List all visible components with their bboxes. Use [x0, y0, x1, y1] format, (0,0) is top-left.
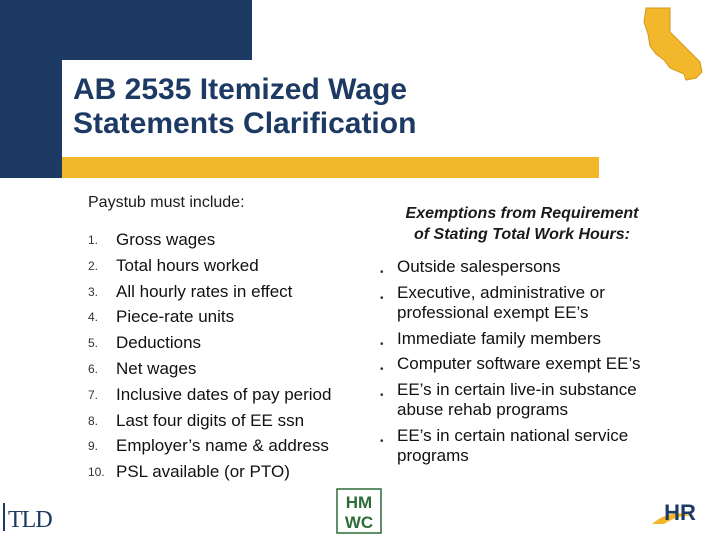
list-item-number: 9. [88, 439, 99, 454]
list-item [88, 330, 388, 356]
list-item-text: Deductions [116, 333, 202, 353]
list-item [88, 253, 388, 279]
list-item-text: EE’s in certain national service programs [397, 425, 629, 465]
list-item-text: Outside salespersons [397, 257, 561, 276]
exemptions-list [380, 257, 680, 472]
list-item [380, 380, 680, 421]
list-item [380, 257, 680, 278]
paystub-list [88, 227, 388, 485]
bullet-icon: • [380, 267, 384, 278]
header-navy-band [0, 60, 62, 178]
list-item [380, 283, 680, 324]
paystub-requirements [88, 193, 388, 485]
tld-logo-text: TLD [8, 507, 52, 533]
list-item-text: Employer’s name & address [116, 436, 329, 456]
list-item-text: Executive, administrative or professional exempt EE’s [397, 282, 605, 322]
exemptions-heading-line-1: Exemptions from Requirement [405, 205, 639, 222]
list-item-number: 10. [88, 465, 105, 480]
hr-logo [650, 490, 716, 536]
list-item [88, 408, 388, 434]
california-map-icon [640, 6, 708, 82]
list-item-text: Piece-rate units [116, 307, 235, 327]
title-line-2: Statements Clarification [73, 107, 417, 140]
list-item [88, 356, 388, 382]
list-item-text: Inclusive dates of pay period [116, 384, 332, 404]
list-item-text: All hourly rates in effect [116, 281, 293, 301]
exemptions-heading-line-2: of Stating Total Work Hours: [414, 226, 630, 243]
list-item-number: 7. [88, 387, 99, 402]
list-item [88, 382, 388, 408]
list-item [88, 304, 388, 330]
hr-logo-text: HR [664, 500, 696, 525]
list-item-text: Total hours worked [116, 255, 259, 275]
bullet-icon: • [380, 338, 384, 350]
list-item-number: 2. [88, 258, 99, 273]
hmwc-logo-top: HM [345, 493, 373, 512]
list-item [88, 459, 388, 485]
list-item-text: Gross wages [116, 230, 216, 249]
title-line-1: AB 2535 Itemized Wage [73, 73, 407, 106]
slide-title [73, 73, 543, 141]
list-item-number: 1. [88, 233, 99, 247]
list-item [380, 354, 680, 375]
list-item-text: Net wages [116, 358, 197, 378]
list-item-text: Immediate family members [397, 328, 602, 348]
list-item [380, 329, 680, 350]
list-item [380, 426, 680, 467]
paystub-heading: Paystub must include: [88, 194, 245, 211]
hmwc-logo-bottom: WC [344, 513, 374, 532]
hmwc-logo [336, 488, 382, 536]
list-item-number: 4. [88, 310, 99, 325]
list-item-number: 8. [88, 413, 99, 428]
list-item-number: 3. [88, 284, 99, 299]
list-item-text: PSL available (or PTO) [116, 462, 290, 482]
tld-logo [0, 497, 58, 537]
bullet-icon: • [380, 292, 384, 304]
title-underline-bar [62, 157, 599, 178]
list-item-number: 6. [88, 361, 99, 376]
list-item [88, 227, 388, 253]
bullet-icon: • [380, 389, 384, 401]
header-navy-block [0, 0, 252, 60]
bullet-icon: • [380, 364, 384, 375]
list-item-number: 5. [88, 336, 99, 351]
list-item-text: EE’s in certain live-in substance abuse rehab programs [397, 379, 637, 419]
list-item-text: Last four digits of EE ssn [116, 410, 305, 430]
exemptions-heading [380, 203, 664, 245]
list-item [88, 433, 388, 459]
list-item [88, 279, 388, 305]
list-item-text: Computer software exempt EE’s [397, 354, 641, 373]
bullet-icon: • [380, 435, 384, 447]
